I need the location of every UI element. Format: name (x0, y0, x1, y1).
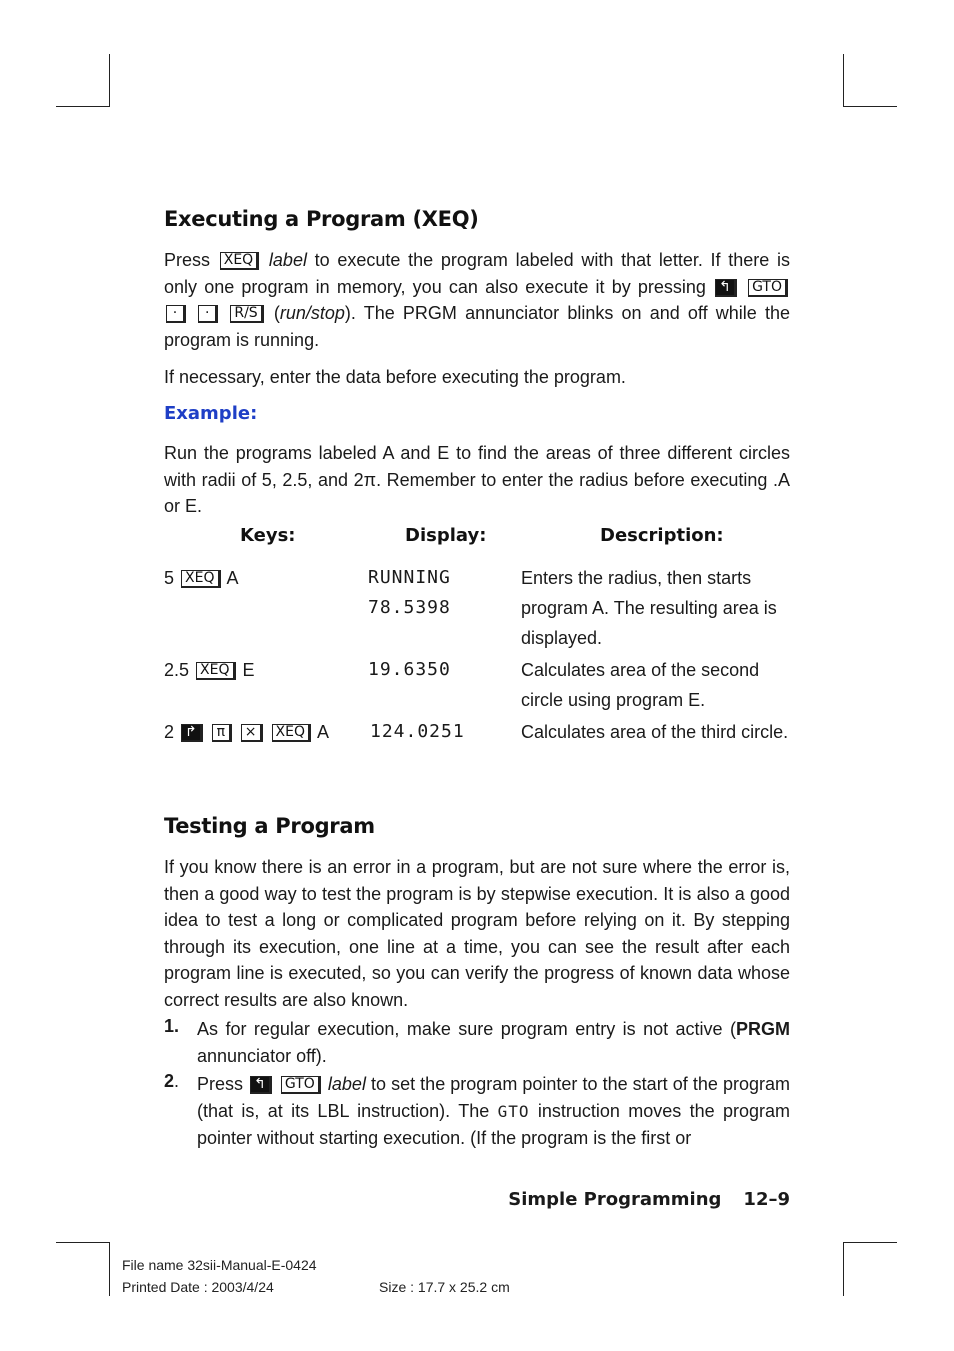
page-footer: Simple Programming 12–9 (508, 1189, 790, 1210)
crop-mark (56, 106, 110, 107)
gto-key-icon: GTO (281, 1076, 321, 1094)
display-value: 78.5398 (368, 597, 451, 618)
left-shift-key-icon: ↰ (250, 1076, 272, 1094)
step-text: Press ↰ GTO label to set the program pointer to the start of the program (that is, at its LBL instruction). The GTO instruction moves the program pointer without starting execution. (If the program is the first or (197, 1074, 790, 1148)
crop-mark (843, 54, 844, 107)
xeq-key-icon: XEQ (272, 724, 311, 742)
crop-mark (56, 1242, 110, 1243)
display-running: RUNNING (368, 567, 451, 588)
table-row-description: Calculates area of the third circle. (521, 722, 789, 742)
dot-key-icon: · (198, 305, 218, 323)
crop-mark (109, 1242, 110, 1296)
table-row-description: Calculates area of the second circle using program E. (521, 660, 760, 710)
table-row-keys: 2.5 XEQ E (164, 660, 255, 680)
xeq-key-icon: XEQ (196, 662, 235, 680)
step-number: 1. (164, 1016, 180, 1036)
file-name: File name 32sii-Manual-E-0424 (122, 1257, 317, 1273)
example-label: Example: (164, 403, 258, 424)
right-shift-key-icon: ↱ (181, 724, 203, 742)
table-row-description: Enters the radius, then starts program A. The resulting area is displayed. (521, 568, 777, 648)
crop-mark (109, 54, 110, 107)
paragraph-testing: If you know there is an error in a program, but are not sure where the error is, then a good way to test the program is by stepwise execution. It is also a good idea to test a long or complicated program before relying on it. By stepping through its execution, one line at a time, you can see the result after each program line is executed, so you can verify the progress of known data whose correct results are also known. (164, 857, 790, 1010)
page-number: 12–9 (743, 1189, 790, 1210)
table-row-keys: 2 ↱ π × XEQ A (164, 722, 330, 742)
crop-mark (843, 1242, 897, 1243)
crop-mark (843, 1242, 844, 1296)
paragraph-execute: Press XEQ label to execute the program labeled with that letter. If there is only one program in memory, you can also execute it by pressing ↰ GTO · · R/S (run/stop). The PRGM annunciator blinks on and off while the program is running. (164, 250, 790, 350)
paragraph-example: Run the programs labeled A and E to find the areas of three different circles with radii of 5, 2.5, and 2π. Remember to enter the radius before executing .A or E. (164, 443, 790, 516)
table-header-description: Description: (600, 525, 724, 546)
run-stop-key-icon: R/S (230, 305, 263, 323)
printed-date: Printed Date : 2003/4/24 (122, 1279, 274, 1295)
table-header-keys: Keys: (240, 525, 296, 546)
pi-key-icon: π (212, 724, 232, 742)
display-value: 19.6350 (368, 659, 451, 680)
xeq-key-icon: XEQ (220, 252, 259, 270)
left-shift-key-icon: ↰ (715, 279, 737, 297)
section-title-executing: Executing a Program (XEQ) (164, 207, 479, 231)
page-size: Size : 17.7 x 25.2 cm (379, 1279, 510, 1295)
table-header-display: Display: (405, 525, 487, 546)
display-value: 124.0251 (370, 721, 465, 742)
crop-mark (843, 106, 897, 107)
gto-display-text: GTO (497, 1101, 530, 1121)
xeq-key-icon: XEQ (181, 570, 220, 588)
gto-key-icon: GTO (748, 279, 788, 297)
step-number: 2. (164, 1071, 180, 1091)
step-text: As for regular execution, make sure program entry is not active (PRGM annunciator off). (197, 1019, 790, 1066)
multiply-key-icon: × (241, 724, 263, 742)
paragraph-data-note: If necessary, enter the data before executing the program. (164, 367, 626, 387)
dot-key-icon: · (166, 305, 186, 323)
section-title-testing: Testing a Program (164, 814, 375, 838)
table-row-keys: 5 XEQ A (164, 568, 239, 588)
